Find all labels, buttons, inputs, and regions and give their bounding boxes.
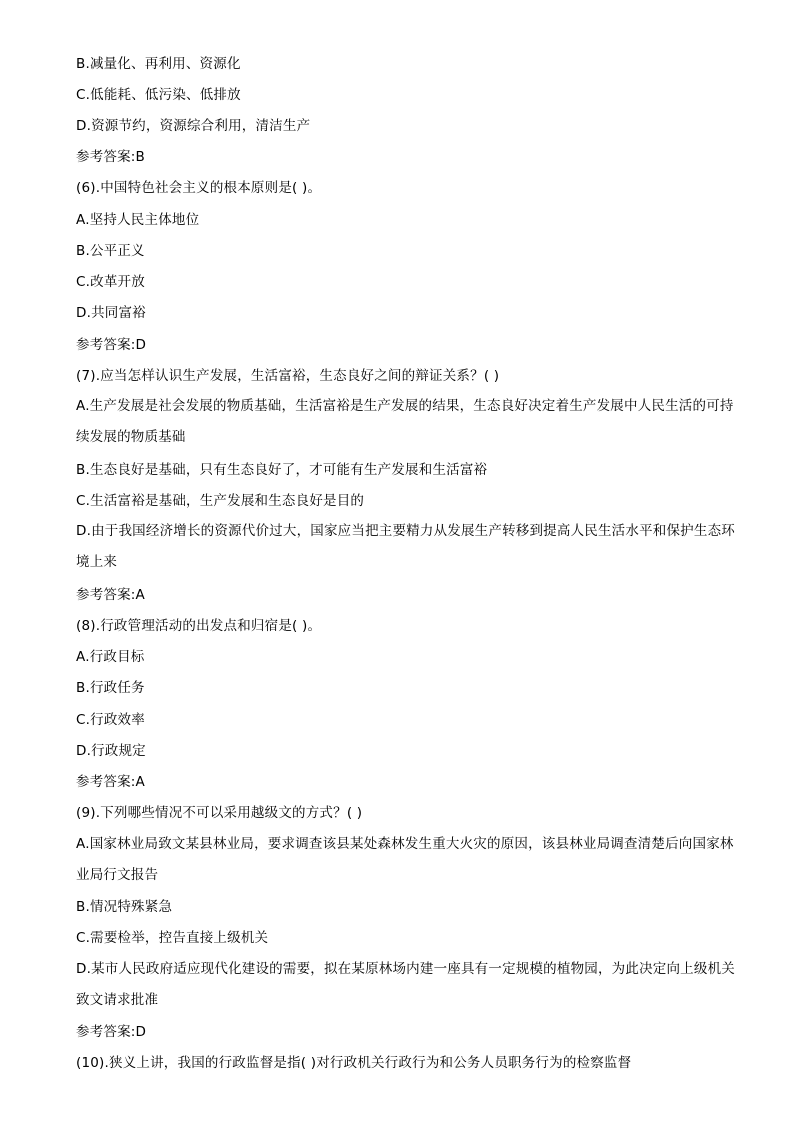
option-line: D.某市人民政府适应现代化建设的需要，拟在某原林场内建一座具有一定规模的植物园，为此决定向上级机关致文请求批准 — [76, 961, 735, 1008]
option-line: A.坚持人民主体地位 — [76, 212, 200, 228]
question-line: (6).中国特色社会主义的根本原则是( )。 — [76, 180, 322, 196]
option-line: B.生态良好是基础，只有生态良好了，才可能有生产发展和生活富裕 — [76, 462, 488, 478]
option-line: C.低能耗、低污染、低排放 — [76, 87, 241, 103]
option-line: B.情况特殊紧急 — [76, 899, 173, 915]
question-line: (8).行政管理活动的出发点和归宿是( )。 — [76, 618, 322, 634]
option-line: B.行政任务 — [76, 680, 145, 696]
option-line: D.资源节约，资源综合利用，清洁生产 — [76, 118, 311, 134]
answer-line: 参考答案:A — [76, 774, 145, 790]
option-line: A.生产发展是社会发展的物质基础，生活富裕是生产发展的结果，生态良好决定着生产发展中人民生活的可持续发展的物质基础 — [76, 398, 734, 445]
option-line: B.公平正义 — [76, 243, 145, 259]
question-line: (10).狭义上讲，我国的行政监督是指( )对行政机关行政行为和公务人员职务行为的检察监督 — [76, 1055, 632, 1071]
answer-line: 参考答案:B — [76, 149, 146, 165]
option-line: C.需要检举，控告直接上级机关 — [76, 930, 269, 946]
option-line: B.减量化、再利用、资源化 — [76, 56, 241, 72]
option-line: C.行政效率 — [76, 712, 145, 728]
option-line: C.生活富裕是基础，生产发展和生态良好是目的 — [76, 493, 365, 509]
option-line: C.改革开放 — [76, 274, 145, 290]
option-line: A.行政目标 — [76, 649, 145, 665]
option-line: A.国家林业局致文某县林业局，要求调查该县某处森林发生重大火灾的原因，该县林业局调查清楚后向国家林业局行文报告 — [76, 836, 734, 883]
question-line: (9).下列哪些情况不可以采用越级文的方式？( ) — [76, 805, 363, 821]
answer-line: 参考答案:D — [76, 337, 147, 353]
option-line: D.行政规定 — [76, 743, 146, 759]
option-line: D.由于我国经济增长的资源代价过大，国家应当把主要精力从发展生产转移到提高人民生活水平和保护生态环境上来 — [76, 523, 735, 570]
answer-line: 参考答案:D — [76, 1024, 147, 1040]
option-line: D.共同富裕 — [76, 305, 146, 321]
answer-line: 参考答案:A — [76, 587, 145, 603]
question-line: (7).应当怎样认识生产发展，生活富裕，生态良好之间的辩证关系？( ) — [76, 368, 500, 384]
